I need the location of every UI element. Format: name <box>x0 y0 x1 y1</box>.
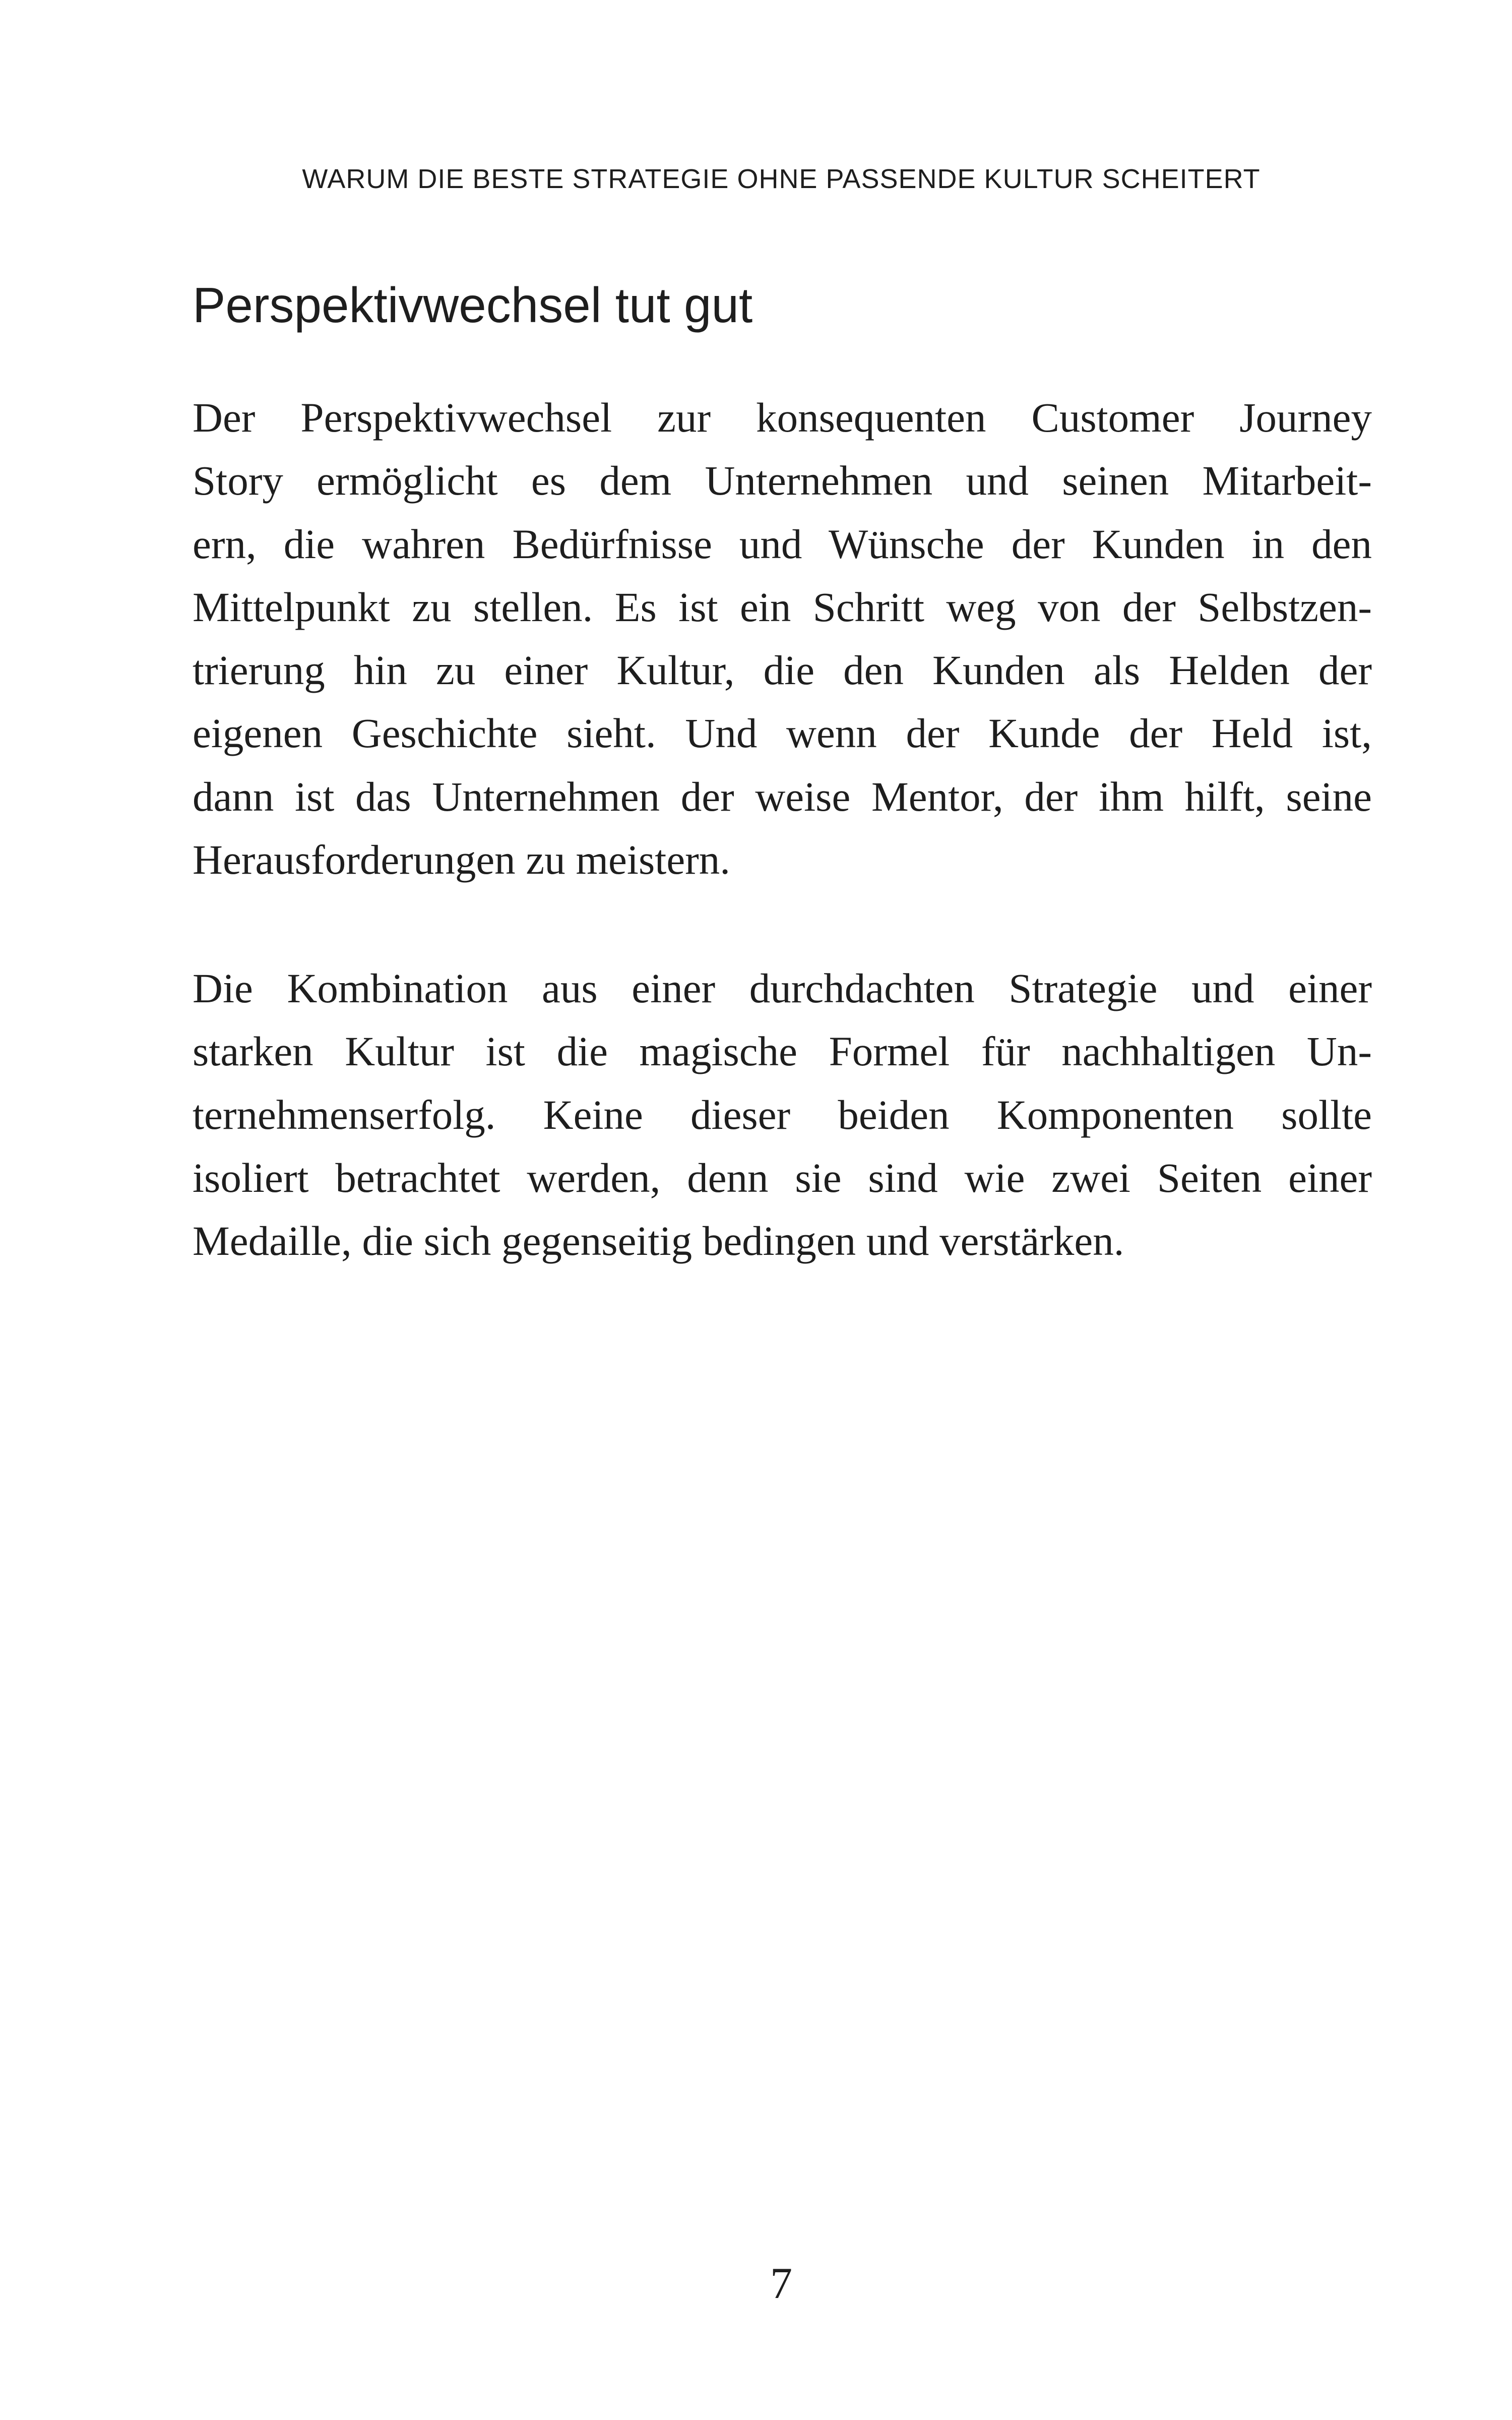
text-line: isoliert betrachtet werden, denn sie sind wie zwei Seiten einer <box>193 1154 1372 1201</box>
page-number: 7 <box>770 2259 792 2308</box>
text-line: Herausforderungen zu meistern. <box>193 836 731 883</box>
text-line: ern, die wahren Bedürfnisse und Wünsche der Kunden in den <box>193 520 1372 567</box>
text-line: Der Perspektivwechsel zur konsequenten Customer Journey <box>193 394 1372 441</box>
text-line: ternehmenserfolg. Keine dieser beiden Komponenten sollte <box>193 1091 1372 1138</box>
paragraph-kombination <box>193 957 1372 1273</box>
text-line: eigenen Geschichte sieht. Und wenn der Kunde der Held ist, <box>193 710 1372 757</box>
text-line: Mittelpunkt zu stellen. Es ist ein Schritt weg von der Selbstzen- <box>193 583 1372 630</box>
text-line: dann ist das Unternehmen der weise Mentor, der ihm hilft, seine <box>193 773 1372 820</box>
text-line: starken Kultur ist die magische Formel für nachhaltigen Un- <box>193 1028 1372 1075</box>
paragraph-perspektivwechsel <box>193 386 1372 891</box>
running-header: WARUM DIE BESTE STRATEGIE OHNE PASSENDE KULTUR SCHEITERT <box>302 164 1261 194</box>
text-line: Medaille, die sich gegenseitig bedingen und verstärken. <box>193 1218 1124 1264</box>
text-line: Story ermöglicht es dem Unternehmen und seinen Mitarbeit- <box>193 457 1372 504</box>
text-line: Die Kombination aus einer durchdachten Strategie und einer <box>193 965 1372 1011</box>
text-line: trierung hin zu einer Kultur, die den Kunden als Helden der <box>193 647 1372 694</box>
section-heading: Perspektivwechsel tut gut <box>193 277 753 333</box>
